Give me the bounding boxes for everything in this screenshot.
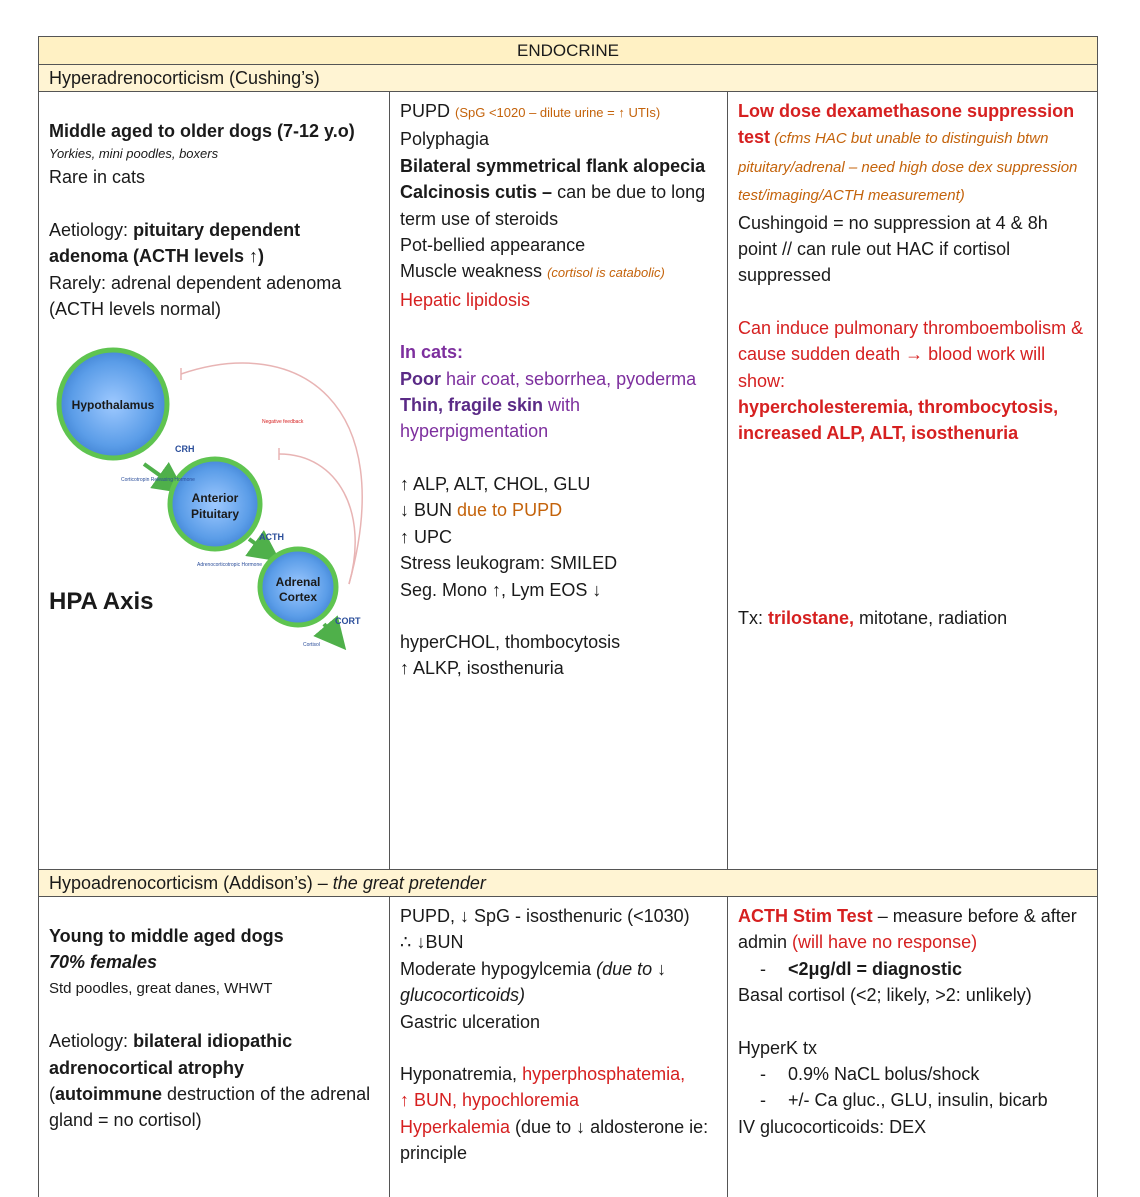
addisons-bun: ∴ ↓BUN [400, 932, 464, 953]
addisons-tx-1: - 0.9% NaCL bolus/shock [760, 1064, 980, 1085]
cushings-lab-7: ↑ ALKP, isosthenuria [400, 658, 564, 679]
cushings-polyphagia: Polyphagia [400, 129, 490, 150]
addisons-acth-stim: ACTH Stim Test – measure before & after admin (will have no response) [738, 906, 1077, 953]
cushings-hepatic: Hepatic lipidosis [400, 289, 531, 310]
addisons-bun-chloride: ↑ BUN, hypochloremia [400, 1090, 580, 1111]
negative-feedback-label: Negative feedback [262, 419, 304, 426]
cushings-rarely: Rarely: adrenal dependent adenoma (ACTH levels normal) [49, 272, 342, 320]
cushings-lab-4: Stress leukogram: SMILED [400, 553, 618, 574]
cortisol-note: Cortisol [303, 642, 320, 649]
acth-note: Adrenocorticotropic Hormone [197, 562, 263, 569]
cushings-calcinosis: Calcinosis cutis – can be due to long term use of steroids [400, 182, 706, 229]
cort-label: CORT [335, 616, 361, 627]
addisons-diagnostic: - <2μg/dl = diagnostic [760, 958, 963, 979]
cushings-pupd: PUPD (SpG <1020 – dilute urine = ↑ UTIs) [400, 101, 661, 121]
addisons-hyperk-tx: HyperK tx [738, 1037, 818, 1058]
cushings-diagnosis-col [728, 92, 1095, 869]
table-title: ENDOCRINE [39, 37, 1097, 65]
cushings-lddst: Low dose dexamethasone suppression test (cfms HAC but unable to distinguish btwn pituitary/adrenal – need high dose dex suppression test/imaging/ACTH measurement) [738, 101, 1078, 205]
cushings-header: Hyperadrenocorticism (Cushing’s) [39, 65, 1097, 92]
addisons-aetiology: Aetiology: bilateral idiopathic adrenocortical atrophy [49, 1031, 293, 1078]
cushings-lab-3: ↑ UPC [400, 526, 453, 547]
addisons-autoimmune: (autoimmune destruction of the adrenal gland = no cortisol) [49, 1084, 371, 1131]
addisons-iv: IV glucocorticoids: DEX [738, 1116, 927, 1137]
cushings-cats-coat: Poor hair coat, seborrhea, pyoderma [400, 368, 697, 389]
cushings-row [39, 92, 1097, 870]
anterior-label: Anterior [191, 491, 239, 506]
cushings-muscle: Muscle weakness (cortisol is catabolic) [400, 261, 665, 282]
addisons-signalment: Young to middle aged dogs [49, 926, 284, 946]
addisons-row [39, 897, 1097, 1197]
crh-label: CRH [175, 444, 195, 455]
addisons-pupd: PUPD, ↓ SpG - isosthenuric (<1030) [400, 906, 690, 926]
addisons-basal: Basal cortisol (<2; likely, >2: unlikely) [738, 985, 1032, 1006]
cushings-alopecia: Bilateral symmetrical flank alopecia [400, 155, 706, 176]
addisons-electrolytes: Hyponatremia, hyperphosphatemia, [400, 1064, 686, 1085]
cushings-in-cats: In cats: [400, 342, 464, 363]
cushings-potbelly: Pot-bellied appearance [400, 235, 586, 256]
cushings-cats-skin: Thin, fragile skin with hyperpigmentation [400, 395, 581, 442]
addisons-header: Hypoadrenocorticism (Addison’s) – the great pretender [39, 870, 1097, 897]
cushings-lab-1: ↑ ALP, ALT, CHOL, GLU [400, 473, 591, 494]
cushings-pte-bloodwork: hypercholesteremia, thrombocytosis, increased ALP, ALT, isosthenuria [738, 397, 1059, 444]
addisons-gastric: Gastric ulceration [400, 1011, 541, 1032]
cushings-lab-2: ↓ BUN due to PUPD [400, 500, 563, 521]
cushings-aetiology: Aetiology: pituitary dependent adenoma (ACTH levels ↑) [49, 219, 301, 267]
cushings-signs-col [390, 92, 728, 869]
hpa-axis-diagram [49, 344, 379, 664]
addisons-signalment-col [39, 897, 390, 1197]
crh-note: Corticotropin Releasing Hormone [121, 477, 195, 484]
cushings-rare-cats: Rare in cats [49, 167, 146, 188]
cushings-tx: Tx: trilostane, mitotane, radiation [738, 607, 1008, 628]
endocrine-table [38, 36, 1098, 1197]
hpa-axis-label: HPA Axis [49, 588, 154, 616]
hypothalamus-label: Hypothalamus [71, 398, 155, 413]
addisons-females: 70% females [49, 952, 158, 973]
addisons-hypoglycemia: Moderate hypogylcemia (due to ↓ glucocorticoids) [400, 958, 667, 1006]
adrenal-label: Adrenal [275, 575, 321, 590]
cortex-label: Cortex [278, 590, 318, 605]
addisons-hyperkalemia: Hyperkalemia (due to ↓ aldosterone ie: principle [400, 1116, 709, 1164]
cushings-lab-5: Seg. Mono ↑, Lym EOS ↓ [400, 579, 602, 600]
addisons-tx-2: - +/- Ca gluc., GLU, insulin, bicarb [760, 1090, 1048, 1111]
acth-label: ACTH [259, 532, 284, 543]
cushings-signalment-col [39, 92, 390, 869]
cushings-cushingoid: Cushingoid = no suppression at 4 & 8h point // can rule out HAC if cortisol suppressed [738, 212, 1048, 286]
cushings-pte: Can induce pulmonary thromboembolism & cause sudden death → blood work will show: [738, 317, 1084, 391]
cushings-lab-6: hyperCHOL, thombocytosis [400, 631, 621, 652]
addisons-breeds: Std poodles, great danes, WHWT [49, 979, 273, 997]
addisons-signs-col [390, 897, 728, 1197]
addisons-diagnosis-col [728, 897, 1095, 1197]
cushings-signalment: Middle aged to older dogs (7-12 y.o) [49, 121, 355, 141]
cushings-breeds: Yorkies, mini poodles, boxers [49, 146, 219, 162]
pituitary-label: Pituitary [190, 507, 240, 522]
